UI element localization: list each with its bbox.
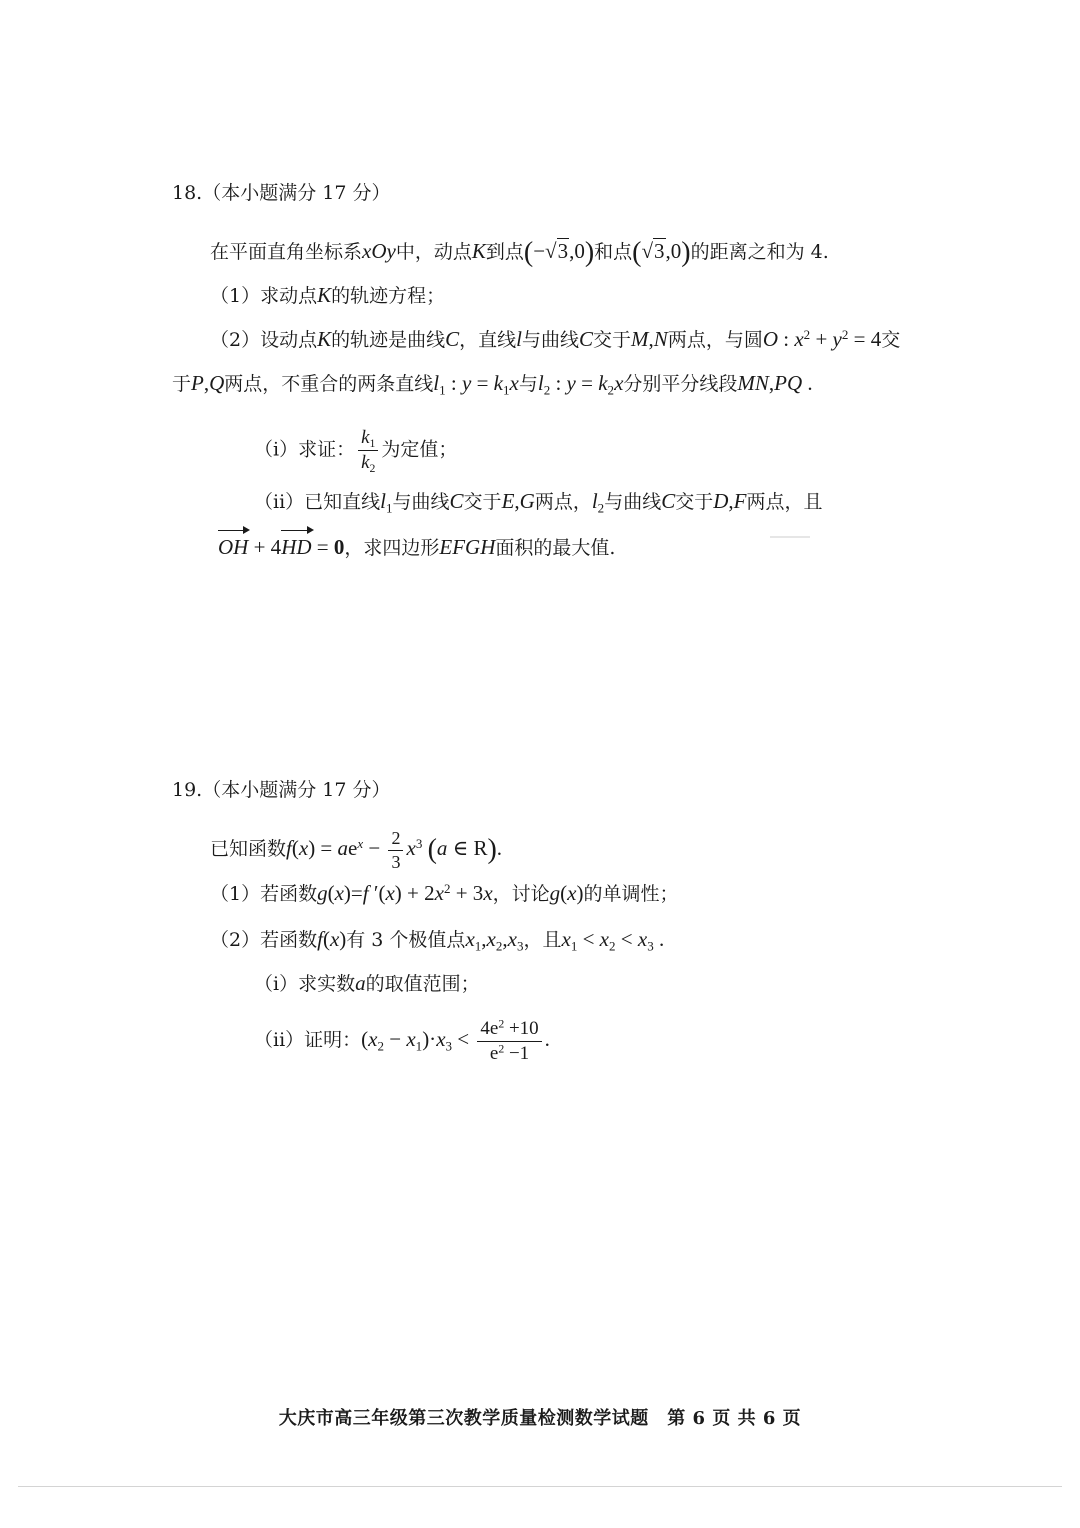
q19-sub-i: （i）求实数a的取值范围； (254, 971, 480, 995)
q18-part1: （1）求动点K的轨迹方程； (210, 283, 446, 307)
q19-sub-ii: （ii）证明：$(x_2 - x_1)\cdot x_3$ < $\frac{4e^2 +10}{e^2 -1}$ . (254, 1017, 550, 1064)
q18-sub-i: （i）求证： $\frac{k_1}{k_2}$ 为定值； (254, 427, 458, 476)
q19-part2: （2）若函数f(x)有 3 个极值点$x_1,x_2,x_3$，且$x_1 < x_2 < x_3$ . (210, 927, 665, 954)
q18-part2-line2: 于P,Q两点，不重合的两条直线$l_1$ : $y = k_1x$与$l_2$ : $y = k_2x$分别平分线段MN,PQ . (172, 371, 813, 398)
q19-header: 19.（本小题满分 17 分） (172, 779, 391, 801)
scan-mark (770, 536, 810, 538)
page-footer: 大庆市高三年级第三次教学质量检测数学试题 第 6 页 共 6 页 (278, 1408, 802, 1429)
q18-sub-ii-cont: OH + 4HD = 0，求四边形EFGH面积的最大值. (218, 532, 615, 562)
q18-part2-line1: （2）设动点K的轨迹是曲线C，直线l与曲线C交于M,N两点，与圆O : $x^2 + y^2 = 4$交 (210, 326, 901, 351)
q18-statement: 在平面直角坐标系xOy中，动点K到点(−√3,0)和点(√3,0)的距离之和为 4. (210, 237, 829, 268)
q19-part1: （1）若函数g(x)=f $'(x) + 2x^2 + 3x$，讨论g(x)的单调性； (210, 880, 679, 905)
footer-divider (18, 1486, 1062, 1487)
q18-header: 18.（本小题满分 17 分） (172, 182, 391, 204)
q19-statement: 已知函数$f(x) = ae^x$ − $\frac{2}{3}$ $x^3$ (a ∈ R). (210, 827, 503, 872)
q18-sub-ii: （ii）已知直线$l_1$与曲线C交于E,G两点，$l_2$与曲线C交于D,F两点，且 (254, 489, 823, 516)
